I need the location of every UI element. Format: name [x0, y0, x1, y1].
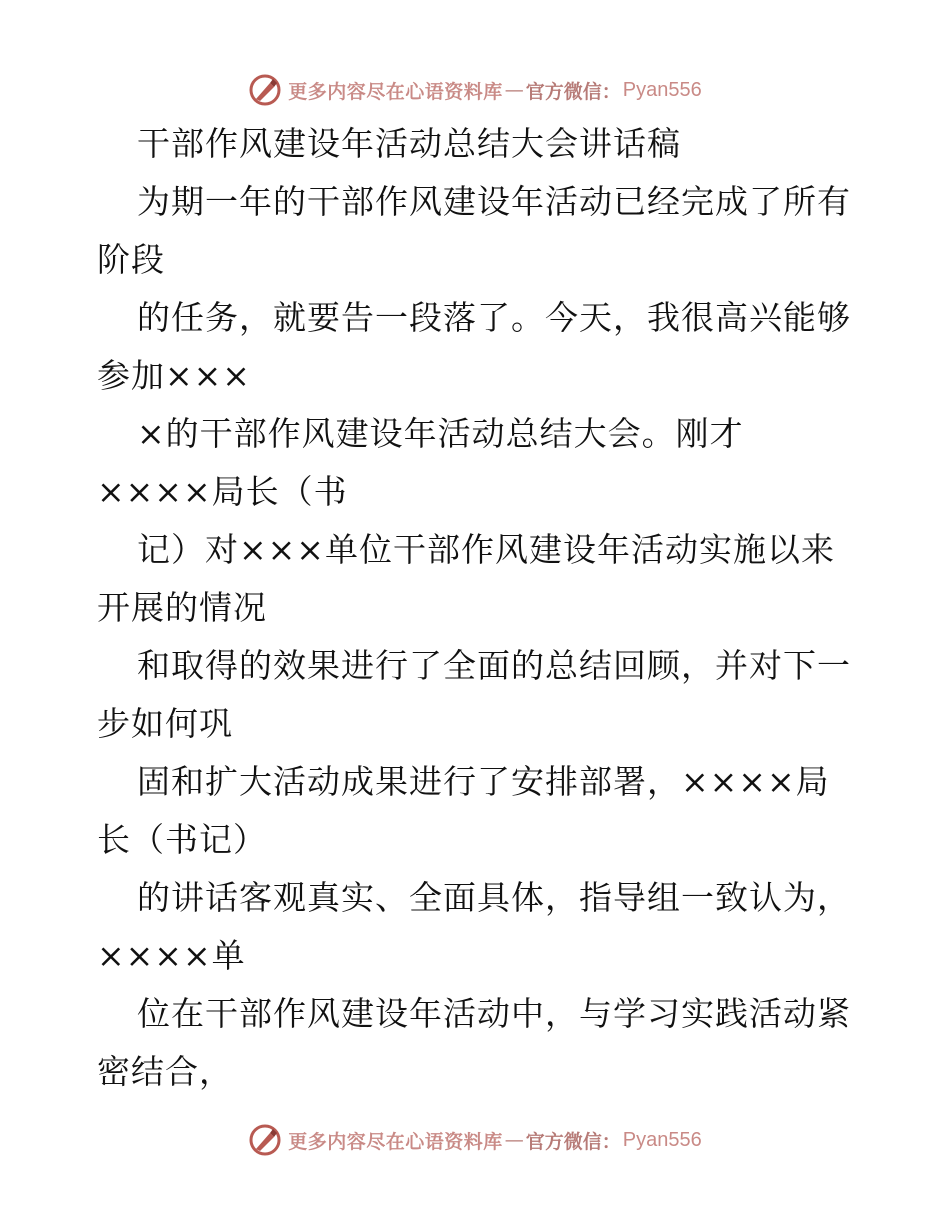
text-line: ××××单 — [97, 936, 246, 975]
text-line: 密结合， — [97, 1052, 233, 1091]
document-title: 干部作风建设年活动总结大会讲话稿 — [137, 124, 681, 163]
text-line: 长（书记） — [97, 820, 267, 859]
pen-logo-icon — [248, 73, 282, 107]
banner-text: 更多内容尽在心语资料库 — [288, 80, 503, 103]
text-line: 为期一年的干部作风建设年活动已经完成了所有 — [137, 182, 851, 221]
pen-logo-icon — [248, 1123, 282, 1157]
text-line: 固和扩大活动成果进行了安排部署，××××局 — [137, 762, 830, 801]
banner-wechat-id: Pyan556 — [622, 1128, 702, 1151]
footer-banner — [0, 1120, 950, 1160]
text-line: 开展的情况 — [97, 588, 267, 627]
text-line: 的讲话客观真实、全面具体，指导组一致认为， — [137, 878, 851, 917]
text-line: 步如何巩 — [97, 704, 233, 743]
text-line: 参加××× — [97, 356, 251, 395]
banner-wechat-label: 官方微信： — [525, 1130, 621, 1153]
banner-wechat-label: 官方微信： — [525, 80, 621, 103]
text-line: 记）对×××单位干部作风建设年活动实施以来 — [137, 530, 835, 569]
text-line: ×的干部作风建设年活动总结大会。刚才 — [137, 414, 744, 453]
text-line: ××××局长（书 — [97, 472, 348, 511]
document-body — [97, 115, 857, 1101]
header-banner — [0, 70, 950, 110]
text-line: 和取得的效果进行了全面的总结回顾，并对下一 — [137, 646, 851, 685]
banner-text: 更多内容尽在心语资料库 — [288, 1130, 503, 1153]
banner-dash: — — [504, 1129, 524, 1151]
banner-dash: — — [504, 79, 524, 101]
text-line: 位在干部作风建设年活动中，与学习实践活动紧 — [137, 994, 851, 1033]
text-line: 的任务，就要告一段落了。今天，我很高兴能够 — [137, 298, 851, 337]
banner-wechat-id: Pyan556 — [622, 78, 702, 101]
text-line: 阶段 — [97, 240, 165, 279]
